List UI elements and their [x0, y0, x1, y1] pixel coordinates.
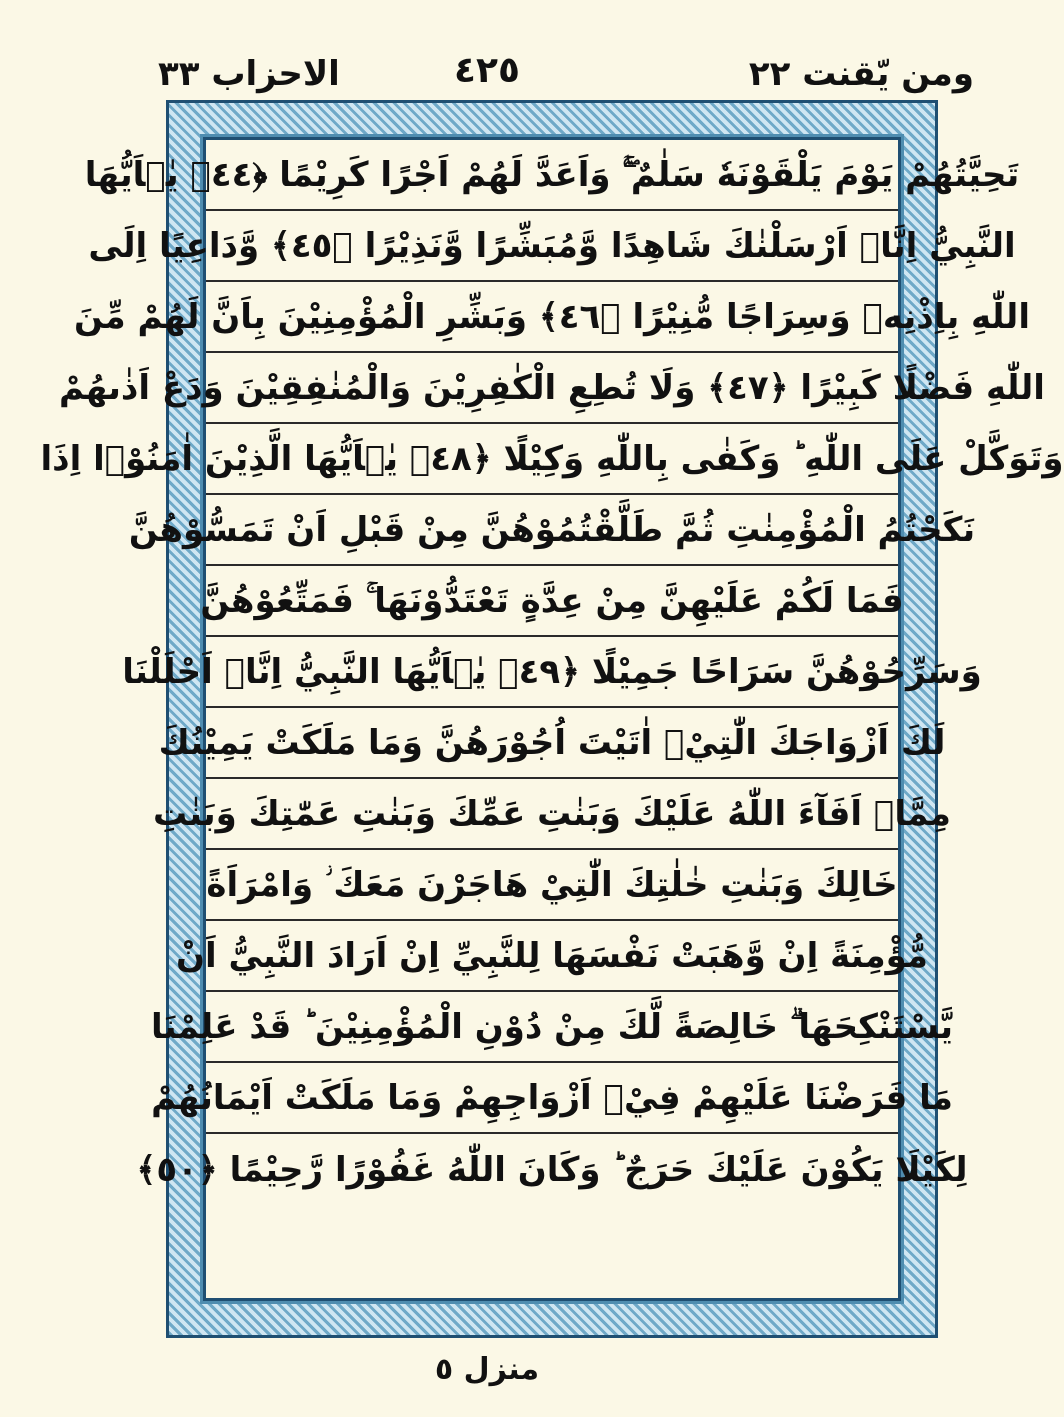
juz-label: ومن يّقنت ٢٢: [748, 54, 974, 94]
verse-line-7: فَمَا لَكُمْ عَلَيْهِنَّ مِنْ عِدَّةٍ تَعْتَدُّوْنَهَا ۚ فَمَتِّعُوْهُنَّ: [206, 566, 898, 637]
verse-line-8: وَسَرِّحُوْهُنَّ سَرَاحًا جَمِيْلًا ﴿٤٩﴾ يٰۤاَيُّهَا النَّبِيُّ اِنَّاۤ اَحْلَلْنَا: [206, 637, 898, 708]
verse-line-3: اللّٰهِ بِاِذْنِهٖ وَسِرَاجًا مُّنِيْرًا ﴿٤٦﴾ وَبَشِّرِ الْمُؤْمِنِيْنَ بِاَنَّ لَهُمْ مِّنَ: [206, 282, 898, 353]
verse-line-13: يَّسْتَنْكِحَهَا ۗ خَالِصَةً لَّكَ مِنْ دُوْنِ الْمُؤْمِنِيْنَ ؕ قَدْ عَلِمْنَا: [206, 992, 898, 1063]
manzil-label: منزل ٥: [434, 1352, 540, 1387]
text-panel: [40, 137, 1064, 1301]
verse-line-12: مُّؤْمِنَةً اِنْ وَّهَبَتْ نَفْسَهَا لِلنَّبِيِّ اِنْ اَرَادَ النَّبِيُّ اَنْ: [206, 921, 898, 992]
surah-label: الاحزاب ٣٣: [158, 54, 340, 94]
verse-line-14: مَا فَرَضْنَا عَلَيْهِمْ فِيْۤ اَزْوَاجِهِمْ وَمَا مَلَكَتْ اَيْمَانُهُمْ: [206, 1063, 898, 1134]
ornamental-border: [40, 100, 1064, 1338]
page-header: [0, 48, 974, 98]
verse-line-11: خَالِكَ وَبَنٰتِ خٰلٰتِكَ الّٰتِيْ هَاجَرْنَ مَعَكَ ؗ وَامْرَاَةً: [206, 850, 898, 921]
verse-line-10: مِمَّاۤ اَفَآءَ اللّٰهُ عَلَيْكَ وَبَنٰتِ عَمِّكَ وَبَنٰتِ عَمّٰتِكَ وَبَنٰتِ: [206, 779, 898, 850]
verse-line-4: اللّٰهِ فَضْلًا كَبِيْرًا ﴿٤٧﴾ وَلَا تُطِعِ الْكٰفِرِيْنَ وَالْمُنٰفِقِيْنَ وَدَعْ اَذٰىهُمْ: [206, 353, 898, 424]
verse-lines: [40, 140, 1064, 1298]
verse-line-9: لَكَ اَزْوَاجَكَ الّٰتِيْۤ اٰتَيْتَ اُجُوْرَهُنَّ وَمَا مَلَكَتْ يَمِيْنُكَ: [206, 708, 898, 779]
verse-line-1: تَحِيَّتُهُمْ يَوْمَ يَلْقَوْنَهٗ سَلٰمٌ ۚۖ وَاَعَدَّ لَهُمْ اَجْرًا كَرِيْمًا ﴿٤٤﴾ يٰۤاَيُّهَا: [206, 140, 898, 211]
verse-line-6: نَكَحْتُمُ الْمُؤْمِنٰتِ ثُمَّ طَلَّقْتُمُوْهُنَّ مِنْ قَبْلِ اَنْ تَمَسُّوْهُنَّ: [206, 495, 898, 566]
verse-line-15: لِكَيْلَا يَكُوْنَ عَلَيْكَ حَرَجٌ ؕ وَكَانَ اللّٰهُ غَفُوْرًا رَّحِيْمًا ﴿٥٠﴾: [136, 1150, 968, 1190]
page-number: ٤٢٥: [454, 50, 520, 91]
verse-line-2: النَّبِيُّ اِنَّاۤ اَرْسَلْنٰكَ شَاهِدًا وَّمُبَشِّرًا وَّنَذِيْرًا ﴿٤٥﴾ وَّدَاعِيًا اِلَى: [206, 211, 898, 282]
verse-line-5: وَتَوَكَّلْ عَلَى اللّٰهِ ؕ وَكَفٰى بِاللّٰهِ وَكِيْلًا ﴿٤٨﴾ يٰۤاَيُّهَا الَّذِيْنَ اٰمَنُوْۤا اِذَا: [206, 424, 898, 495]
